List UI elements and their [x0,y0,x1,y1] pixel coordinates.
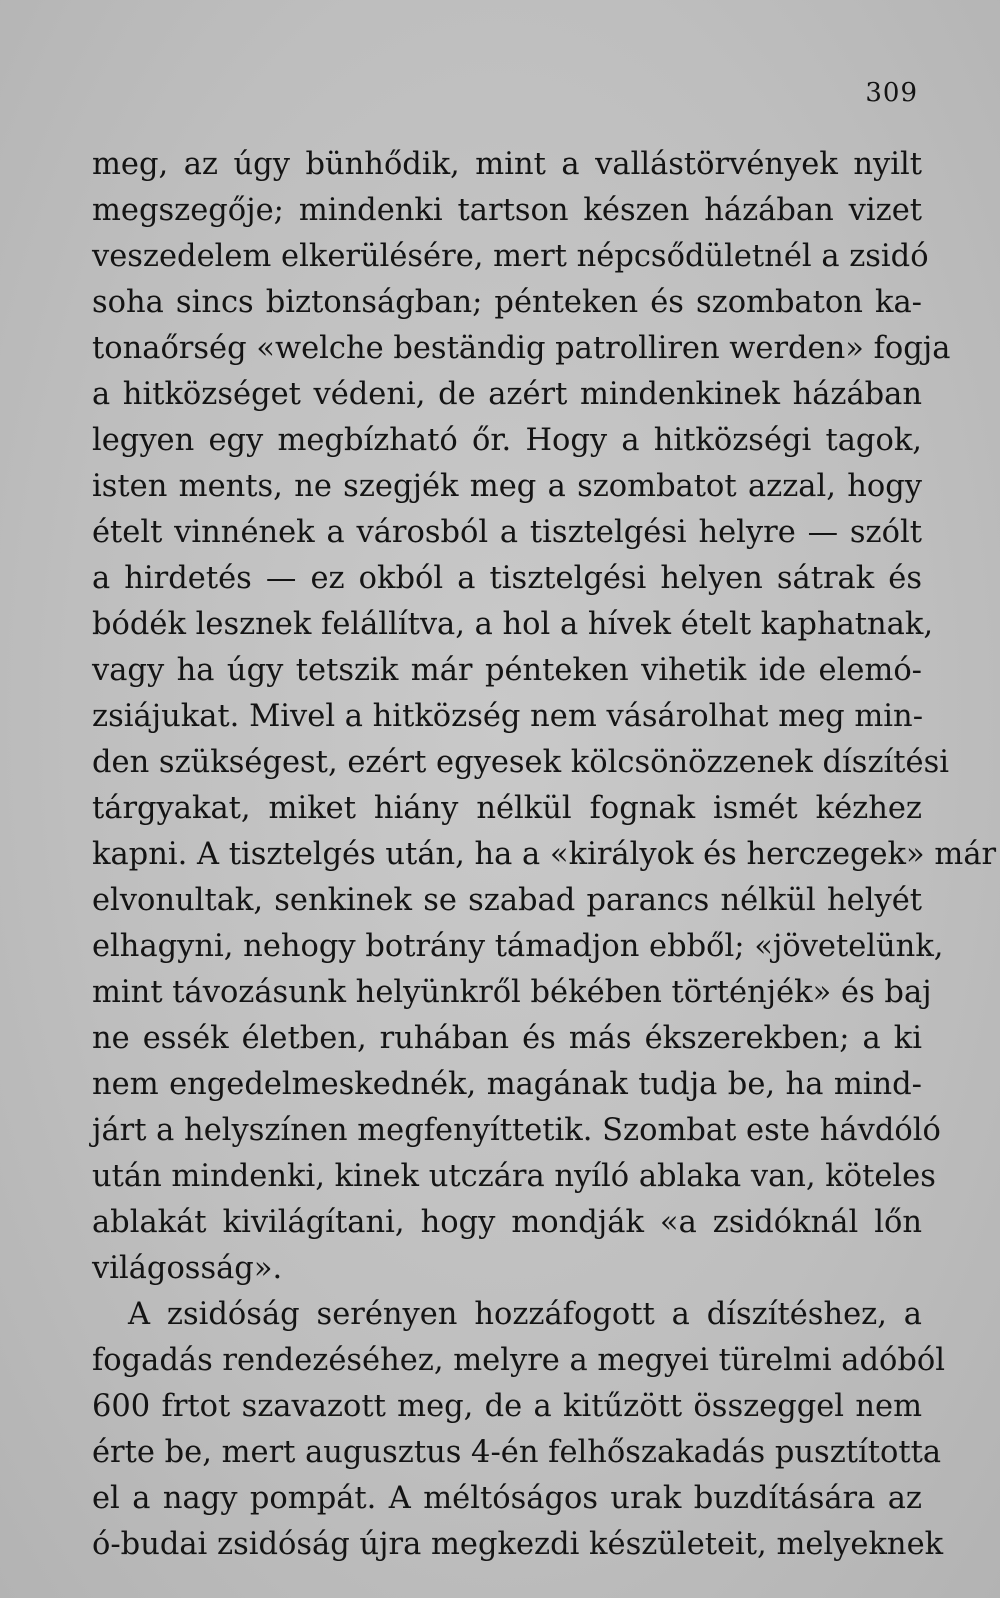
text-line: elvonultak, senkinek se szabad parancs nélkül helyét [92,883,922,918]
text-line: el a nagy pompát. A méltóságos urak buzdítására az [92,1481,922,1516]
text-line: bódék lesznek felállítva, a hol a hívek ételt kaphatnak, [92,607,934,642]
text-line: vagy ha úgy tetszik már pénteken vihetik ide elemó- [92,653,922,688]
text-line: ó-budai zsidóság újra megkezdi készületeit, melyeknek [92,1527,944,1562]
text-line: tonaőrség «welche beständig patrolliren werden» fogja [92,331,951,366]
text-line: megszegője; mindenki tartson készen házában vizet [92,193,922,228]
text-line: mint távozásunk helyünkről békében történjék» és baj [92,975,932,1010]
text-line: legyen egy megbízható őr. Hogy a hitközségi tagok, [92,423,922,458]
text-line: meg, az úgy bünhődik, mint a vallástörvények nyilt [92,147,922,182]
text-line: elhagyni, nehogy botrány támadjon ebből; «jövetelünk, [92,929,944,964]
text-line: világosság». [92,1251,283,1286]
text-line: ablakát kivilágítani, hogy mondják «a zsidóknál lőn [92,1205,922,1240]
text-line: isten ments, ne szegjék meg a szombatot azzal, hogy [92,469,922,504]
text-line: tárgyakat, miket hiány nélkül fognak ismét kézhez [92,791,922,826]
text-line: den szükségest, ezért egyesek kölcsönözzenek díszítési [92,745,949,780]
text-line: fogadás rendezéséhez, melyre a megyei türelmi adóból [92,1343,945,1378]
text-line: a hirdetés — ez okból a tisztelgési helyen sátrak és [92,561,922,596]
paragraph-1 [92,142,997,1292]
text-line: zsiájukat. Mivel a hitközség nem vásárolhat meg min- [92,699,924,734]
text-line: veszedelem elkerülésére, mert népcsődületnél a zsidó [92,239,929,274]
text-line: érte be, mert augusztus 4-én felhőszakadás pusztította [92,1435,942,1470]
text-line: a hitközséget védeni, de azért mindenkinek házában [92,377,922,412]
text-line: kapni. A tisztelgés után, ha a «királyok és herczegek» már [92,837,997,872]
text-line: soha sincs biztonságban; pénteken és szombaton ka- [92,285,922,320]
text-line: ételt vinnének a városból a tisztelgési helyre — szólt [92,515,922,550]
text-line: 600 frtot szavazott meg, de a kitűzött összeggel nem [92,1389,922,1424]
page-number: 309 [865,78,918,108]
paragraph-2 [92,1292,945,1568]
text-line: után mindenki, kinek utczára nyíló ablaka van, köteles [92,1159,936,1194]
text-line: ne essék életben, ruhában és más ékszerekben; a ki [92,1021,922,1056]
text-line: nem engedelmeskednék, magának tudja be, ha mind- [92,1067,922,1102]
body-text [92,142,997,1568]
text-line: A zsidóság serényen hozzáfogott a díszítéshez, a [128,1297,922,1332]
text-line: járt a helyszínen megfenyíttetik. Szombat este hávdóló [92,1113,941,1148]
